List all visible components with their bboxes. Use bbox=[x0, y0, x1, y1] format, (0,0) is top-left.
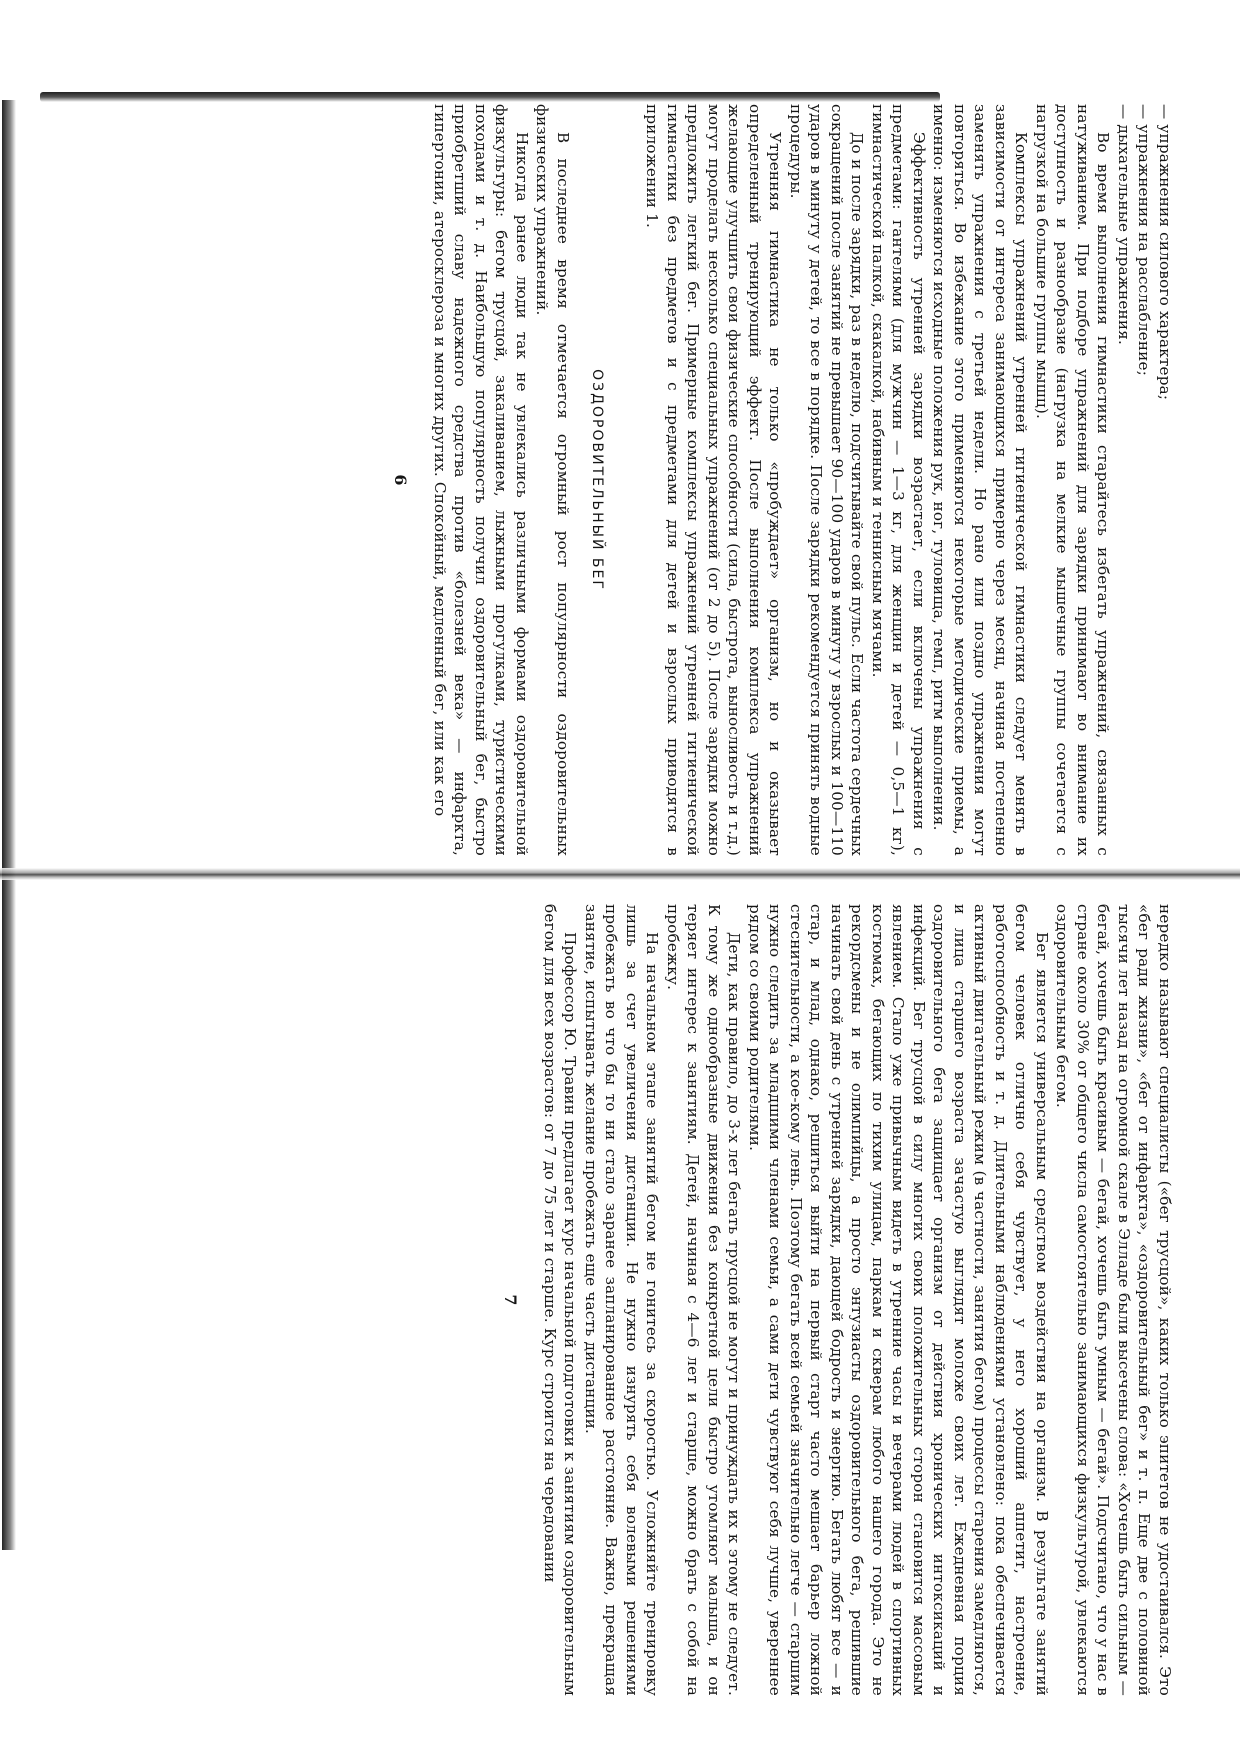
paragraph: В последнее время отмечается огромный рост популярности оздоровительных физических упражнений. bbox=[533, 104, 572, 856]
paragraph: Профессор Ю. Травин предлагает курс начальной подготовки к занятиям оздоровительным бегом для всех возрастов: от 7 до 75 лет и старше. Курс строится на чередовании bbox=[540, 904, 580, 1696]
paragraph: Утренняя гимнастика не только «пробуждает» организм, но и оказывает определенный тренирующий эффект. После выполнения комплекса упражнений желающие улучшить свои физические способности (сила, быстрота, выносливость и т.д.) могут проделать несколько специальных упражнений (от 2 до 5). После зарядки можно предложить легкий бег. Примерные комплексы упражнений утренней гигиенической гимнастики без предметов и с предметами для детей и взрослых приводятся в приложении 1. bbox=[643, 104, 785, 856]
paragraph: Во время выполнения гимнастики старайтесь избегать упражнений, связанных с натуживанием. При подборе упражнений для зарядки принимают во внимание их доступность и разнообразие (нагрузка на мелкие мышечные группы сочетается с нагрузкой на большие группы мышц). bbox=[1032, 104, 1113, 856]
list-line: — дыхательные упражнения. bbox=[1114, 104, 1133, 345]
page-number: 6 bbox=[391, 474, 411, 486]
page-number: 7 bbox=[501, 1294, 521, 1306]
list-line: — упражнения на расслабление; bbox=[1135, 104, 1154, 377]
paragraph: нередко называют специалисты («бег трусцой», каких только эпитетов не удостаивался. Это «бег ради жизни», «бег от инфаркта», «оздоровительный бег» и т. п. Еще две с половиной тысячи лет назад на огромной скале в Элладе были высечены слова: «Хочешь быть сильным — бегай, хочешь быть красивым — бегай, хочешь быть умным — бегай». Подсчитано, что у нас в стране около 30% от общего числа самостоятельно занимающихся физкультурой, увлекаются оздоровительным бегом. bbox=[1053, 904, 1174, 1696]
paragraph: Бег является универсальным средством воздействия на организм. В результате занятий бегом человек отлично себя чувствует, у него хороший аппетит, настроение, работоспособность и т. д. Длительными наблюдениями установлено: пока обеспечивается активный двигательный режим (в частности, занятия бегом) процессы старения замедляются, и лица старшего возраста зачастую выглядят моложе своих лет. Ежедневная порция оздоровительного бега защищает организм от действия хронических интоксикаций и инфекций. Бег трусцой в силу многих своих положительных сторон становится массовым явлением. Стало уже привычным видеть в утренние часы и вечерами людей в спортивных костюмах, бегающих по тихим улицам, паркам и скверам любого нашего города. Это не рекордсмены и не олимпийцы, а просто энтузиасты оздоровительного бега, решившие начинать свой день с утренней зарядки, дающей бодрость и энергию. Бегать любят все — и стар, и млад, однако, решиться выйти на первый старт часто мешает барьер ложной стеснительности, а кое-кому лень. Поэтому бегать всей семьей значительно легче — старшим нужно следить за младшими членами семьи, а сами дети чувствуют себя лучше, увереннее рядом со своими родителями. bbox=[745, 904, 1051, 1696]
scan-shadow-left bbox=[2, 100, 16, 1550]
paragraph: На начальном этапе занятий бегом не гонитесь за скоростью. Усложняйте тренировку лишь за счет увеличения дистанции. Не нужно изнурять себя волевыми решениями пробежать во что бы то ни стало заранее запланированное расстояние. Важно, прекращая занятие, испытывать желание пробежать еще часть дистанции. bbox=[581, 904, 662, 1696]
paragraph: До и после зарядки, раз в неделю, подсчитывайте свой пульс. Если частота сердечных сокращений после занятий не превышает 90—100 ударов в минуту у взрослых и 100—110 ударов в минуту у детей, то все в порядке. После зарядки рекомендуется принять водные процедуры. bbox=[786, 104, 867, 856]
page-7 bbox=[135, 900, 1175, 1700]
section-heading: ОЗДОРОВИТЕЛЬНЫЙ БЕГ bbox=[588, 369, 605, 591]
page-6 bbox=[135, 100, 1175, 860]
list-line: — упражнения силового характера; bbox=[1156, 104, 1174, 401]
book-spine bbox=[0, 868, 1240, 880]
paragraph: Дети, как правило, до 3-х лет бегать трусцой не могут и принуждать их к этому не следует. К тому же однообразные движения без конкретной цели быстро утомляют малыша, и он теряет интерес к занятиям. Детей, начиная с 4—6 лет и старше, можно брать с собой на пробежку. bbox=[663, 904, 744, 1696]
paragraph: Никогда ранее люди так не увлекались различными формами оздоровительной физкультуры: бегом трусцой, закаливанием, лыжными прогулками, туристическими походами и т. д. Наибольшую популярность получил оздоровительный бег, быстро приобретший славу надежного средства против «болезней века» — инфаркта, гипертонии, атеросклероза и многих других. Спокойный, медленный бег, или как его bbox=[430, 104, 531, 856]
paragraph: Эффективность утренней зарядки возрастает, если включены упражнения с предметами: гантелями (для мужчин — 1—3 кг, для женщин и детей — 0,5—1 кг), гимнастической палкой, скакалкой, набивным и теннисным мячами. bbox=[868, 104, 928, 856]
paragraph: Комплексы упражнений утренней гигиенической гимнастики следует менять в зависимости от интереса занимающихся примерно через месяц, начиная постепенно заменять упражнения с третьей недели. Но рано или поздно упражнения могут повторяться. Во избежание этого применяются некоторые методические приемы, а именно: изменяются исходные положения рук, ног, туловища, темп, ритм выполнения. bbox=[930, 104, 1031, 856]
